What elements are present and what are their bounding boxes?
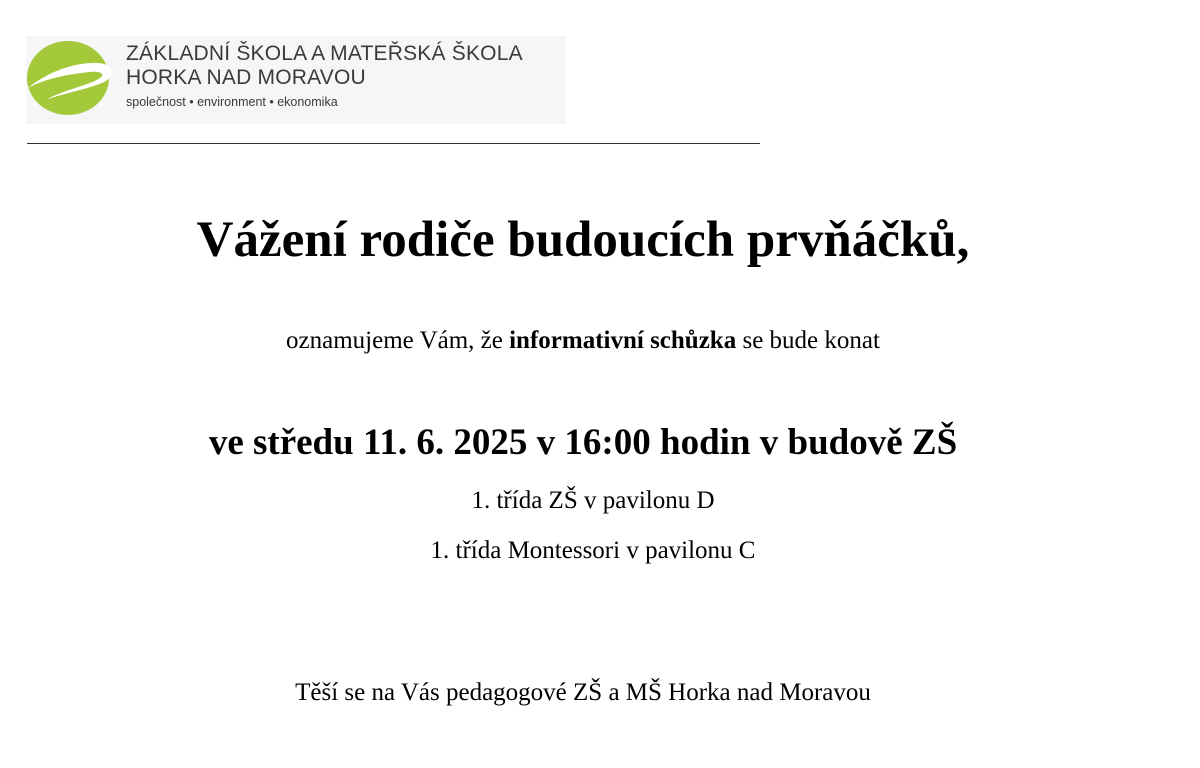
meeting-date-line: ve středu 11. 6. 2025 v 16:00 hodin v budově ZŠ (208, 422, 958, 463)
class-location-montessori: 1. třída Montessori v pavilonu C (430, 537, 756, 564)
intro-text-before: oznamujeme Vám, že (286, 327, 510, 354)
notice-heading: Vážení rodiče budoucích prvňáčků, (196, 212, 970, 268)
notice-intro (0, 325, 1166, 357)
header-divider (27, 143, 760, 144)
school-name-line1: ZÁKLADNÍ ŠKOLA A MATEŘSKÁ ŠKOLA (126, 42, 523, 65)
intro-text-bold: informativní schůzka (509, 327, 737, 354)
class-location-primary: 1. třída ZŠ v pavilonu D (471, 487, 715, 514)
school-tagline: společnost • environment • ekonomika (126, 95, 338, 109)
school-name-line2: HORKA NAD MORAVOU (126, 66, 366, 89)
closing-signature: Těší se na Vás pedagogové ZŠ a MŠ Horka nad Moravou (295, 679, 871, 706)
school-logo (26, 36, 566, 124)
logo-text (126, 42, 523, 112)
intro-text-after: se bude konat (736, 327, 880, 354)
school-logo-icon (26, 38, 114, 118)
